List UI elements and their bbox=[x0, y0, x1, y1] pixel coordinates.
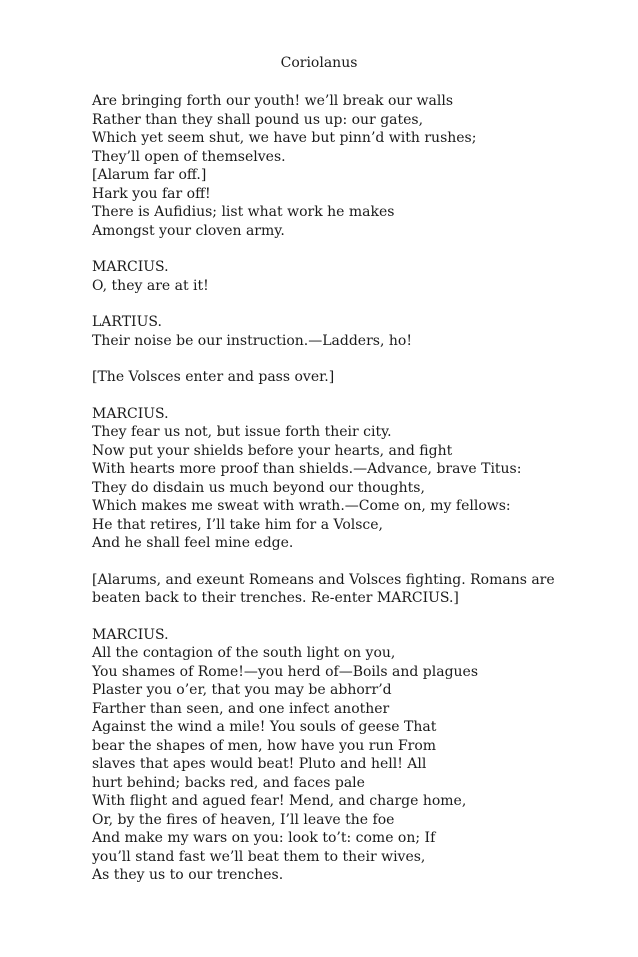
verse-line: He that retires, I’ll take him for a Volsce, bbox=[92, 516, 383, 533]
verse-line: With hearts more proof than shields.—Advance, brave Titus: bbox=[92, 461, 522, 477]
verse-line: Amongst your cloven army. bbox=[92, 222, 285, 239]
verse-line: Which yet seem shut, we have but pinn’d with rushes; bbox=[92, 130, 477, 146]
verse-line: They fear us not, but issue forth their city. bbox=[92, 424, 392, 440]
verse-line: And he shall feel mine edge. bbox=[92, 535, 294, 551]
speaker-name: LARTIUS. bbox=[92, 314, 162, 330]
speech-block bbox=[92, 92, 572, 240]
verse-line: Which makes me sweat with wrath.—Come on, my fellows: bbox=[92, 498, 511, 514]
verse-line: Farther than seen, and one infect another bbox=[92, 700, 390, 717]
verse-line: slaves that apes would beat! Pluto and hell! All bbox=[92, 756, 427, 772]
direction-line: [Alarums, and exeunt Romeans and Volsces fighting. Romans are bbox=[92, 571, 555, 588]
speech-block bbox=[92, 626, 572, 885]
verse-line: O, they are at it! bbox=[92, 277, 209, 294]
verse-line: Plaster you o’er, that you may be abhorr’d bbox=[92, 682, 392, 698]
verse-line: As they us to our trenches. bbox=[92, 867, 284, 883]
verse-line: And make my wars on you: look to’t: come on; If bbox=[92, 830, 436, 846]
verse-line: hurt behind; backs red, and faces pale bbox=[92, 774, 365, 791]
speech-block bbox=[92, 258, 572, 295]
verse-line: Their noise be our instruction.—Ladders, ho! bbox=[92, 332, 412, 349]
verse-line: You shames of Rome!—you herd of—Boils and plagues bbox=[92, 663, 479, 680]
verse-line: [Alarum far off.] bbox=[92, 167, 207, 183]
verse-line: Rather than they shall pound us up: our gates, bbox=[92, 111, 424, 128]
speaker-name: MARCIUS. bbox=[92, 259, 169, 275]
verse-line: With flight and agued fear! Mend, and charge home, bbox=[92, 793, 467, 809]
verse-line: They’ll open of themselves. bbox=[92, 148, 286, 165]
speaker-name: MARCIUS. bbox=[92, 626, 169, 643]
verse-line: Are bringing forth our youth! we’ll break our walls bbox=[92, 93, 454, 109]
verse-line: They do disdain us much beyond our thoughts, bbox=[92, 479, 425, 496]
direction-line: beaten back to their trenches. Re-enter MARCIUS.] bbox=[92, 590, 459, 606]
direction-line: [The Volsces enter and pass over.] bbox=[92, 369, 335, 385]
running-header: Coriolanus bbox=[280, 55, 358, 71]
verse-line: Now put your shields before your hearts, and fight bbox=[92, 442, 453, 459]
verse-line: There is Aufidius; list what work he makes bbox=[92, 204, 395, 220]
speaker-name: MARCIUS. bbox=[92, 405, 169, 422]
speech-block bbox=[92, 313, 572, 350]
page-body bbox=[92, 92, 572, 885]
stage-direction bbox=[92, 571, 572, 608]
verse-line: Or, by the fires of heaven, I’ll leave the foe bbox=[92, 811, 395, 828]
stage-direction bbox=[92, 368, 572, 387]
verse-line: Hark you far off! bbox=[92, 185, 211, 202]
verse-line: All the contagion of the south light on you, bbox=[92, 645, 396, 661]
verse-line: you’ll stand fast we’ll beat them to their wives, bbox=[92, 848, 426, 865]
verse-line: Against the wind a mile! You souls of geese That bbox=[92, 719, 437, 735]
speech-block bbox=[92, 405, 572, 553]
verse-line: bear the shapes of men, how have you run From bbox=[92, 737, 437, 754]
